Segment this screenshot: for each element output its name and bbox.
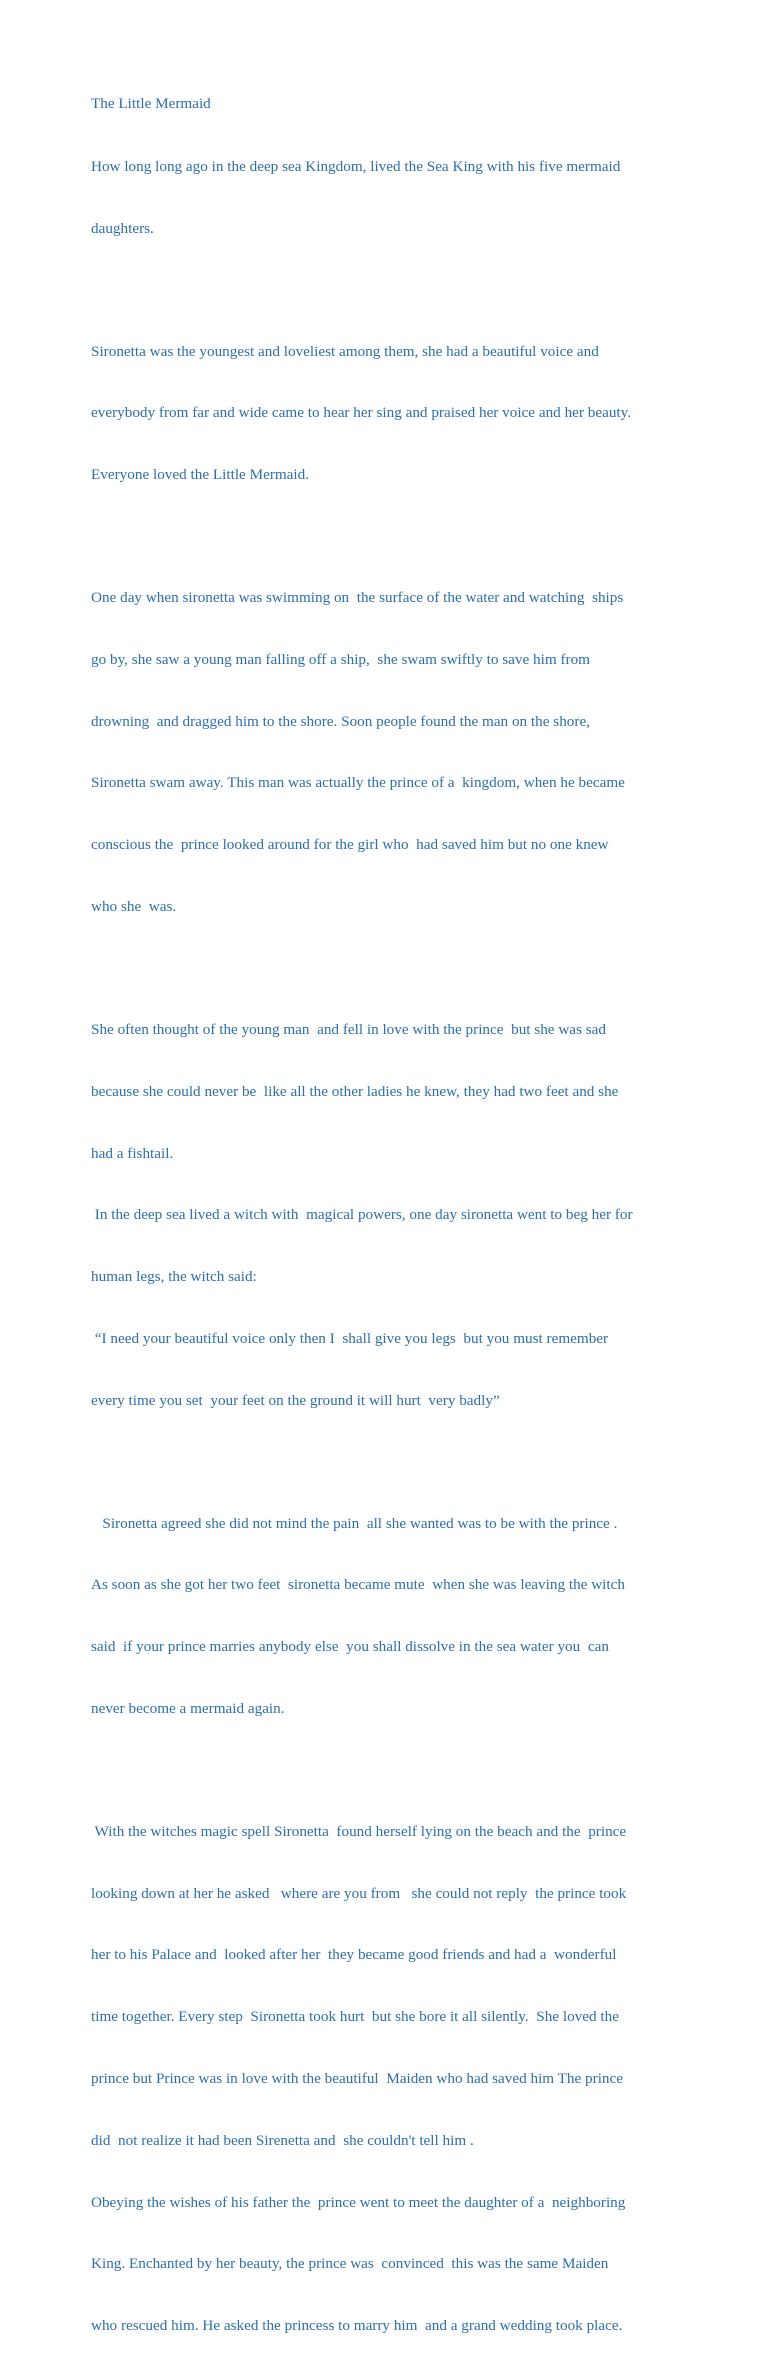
paragraph-line: drowning and dragged him to the shore. Soon people found the man on the shore, xyxy=(91,712,590,730)
paragraph-4 xyxy=(91,979,681,1453)
paragraph-line: had a fishtail. xyxy=(91,1144,174,1162)
paragraph-line: her to his Palace and looked after her they became good friends and had a wonderful xyxy=(91,1946,617,1964)
paragraph-line: King. Enchanted by her beauty, the prince was convinced this was the same Maiden xyxy=(91,2255,609,2273)
paragraph-line: everybody from far and wide came to hear her sing and praised her voice and her beauty. xyxy=(91,404,632,422)
paragraph-line: who rescued him. He asked the princess to marry him and a grand wedding took place. xyxy=(91,2317,623,2335)
paragraph-spacer xyxy=(91,1452,681,1472)
paragraph-line: Sironetta swam away. This man was actually the prince of a kingdom, when he became xyxy=(91,774,625,792)
paragraph-line: Everyone loved the Little Mermaid. xyxy=(91,466,310,484)
paragraph-line: who she was. xyxy=(91,897,177,915)
paragraph-line: looking down at her he asked where are you from she could not reply the prince took xyxy=(91,1884,627,1902)
paragraph-spacer xyxy=(91,959,681,979)
paragraph-line: said if your prince marries anybody else you shall dissolve in the sea water you can xyxy=(91,1638,609,1656)
paragraph-3 xyxy=(91,547,681,959)
paragraph-line: As soon as she got her two feet sironetta became mute when she was leaving the witch xyxy=(91,1576,625,1594)
paragraph-1 xyxy=(91,116,681,281)
paragraph-spacer xyxy=(91,527,681,547)
paragraph-line: human legs, the witch said: xyxy=(91,1268,257,1286)
paragraph-line: Obeying the wishes of his father the prince went to meet the daughter of a neighboring xyxy=(91,2193,626,2211)
paragraph-line: never become a mermaid again. xyxy=(91,1699,285,1717)
paragraph-line: One day when sironetta was swimming on the surface of the water and watching ships xyxy=(91,589,624,607)
paragraph-line: conscious the prince looked around for the girl who had saved him but no one knew xyxy=(91,836,609,854)
paragraph-line: go by, she saw a young man falling off a ship, she swam swiftly to save him from xyxy=(91,650,590,668)
paragraph-2 xyxy=(91,300,681,527)
paragraph-line: In the deep sea lived a witch with magical powers, one day sironetta went to beg her for xyxy=(91,1206,633,1224)
paragraph-line: every time you set your feet on the ground it will hurt very badly” xyxy=(91,1391,500,1409)
paragraph-line: Sironetta was the youngest and loveliest among them, she had a beautiful voice and xyxy=(91,342,599,360)
document-title: The Little Mermaid xyxy=(91,95,211,112)
paragraph-line: With the witches magic spell Sironetta found herself lying on the beach and the prince xyxy=(91,1822,627,1840)
paragraph-line: Sironetta agreed she did not mind the pain all she wanted was to be with the prince . xyxy=(91,1514,618,1532)
paragraph-line: How long long ago in the deep sea Kingdom, lived the Sea King with his five mermaid xyxy=(91,157,621,175)
paragraph-line: daughters. xyxy=(91,219,154,237)
paragraph-spacer xyxy=(91,280,681,300)
paragraph-line: prince but Prince was in love with the beautiful Maiden who had saved him The prince xyxy=(91,2070,623,2088)
paragraph-6 xyxy=(91,1781,681,2378)
document-page xyxy=(91,94,681,2378)
paragraph-line: did not realize it had been Sirenetta and she couldn't tell him . xyxy=(91,2131,474,2149)
paragraph-line: “I need your beautiful voice only then I shall give you legs but you must remember xyxy=(91,1329,609,1347)
paragraph-line: because she could never be like all the other ladies he knew, they had two feet and she xyxy=(91,1082,619,1100)
paragraph-spacer xyxy=(91,1761,681,1781)
paragraph-line: She often thought of the young man and fell in love with the prince but she was sad xyxy=(91,1020,607,1038)
paragraph-5 xyxy=(91,1472,681,1760)
paragraph-line: time together. Every step Sironetta took hurt but she bore it all silently. She loved the xyxy=(91,2008,619,2026)
